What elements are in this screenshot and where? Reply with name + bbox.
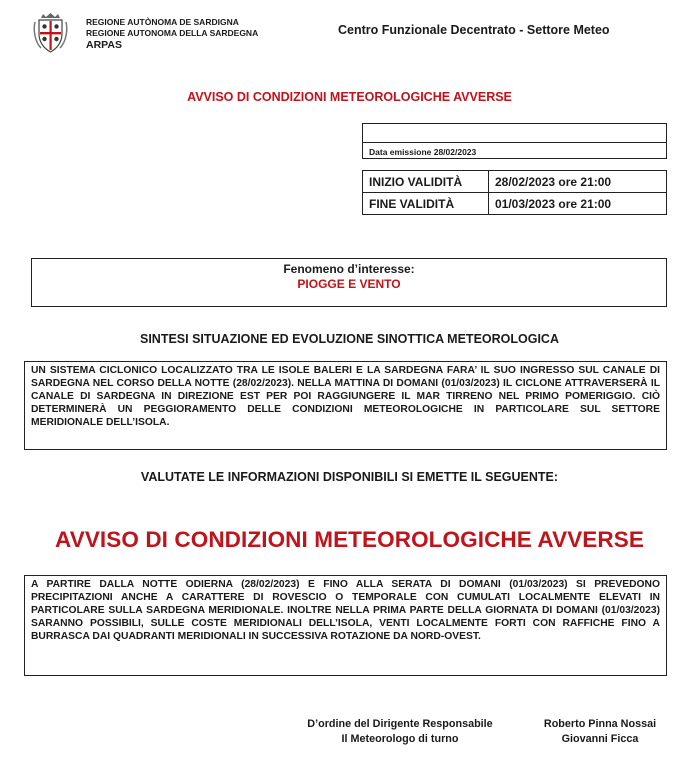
validity-row-end: [363, 193, 667, 215]
validity-start-label: INIZIO VALIDITÀ: [363, 171, 489, 193]
phenomenon-heading: Fenomeno d’interesse:: [283, 262, 415, 276]
emission-box: [362, 123, 667, 159]
evaluation-statement: VALUTATE LE INFORMAZIONI DISPONIBILI SI EMETTE IL SEGUENTE:: [140, 470, 559, 484]
org-line-italian: REGIONE AUTONOMA DELLA SARDEGNA: [86, 28, 259, 38]
organization-name: [86, 17, 258, 51]
warning-title: AVVISO DI CONDIZIONI METEOROLOGICHE AVVERSE: [55, 527, 644, 552]
validity-table: [362, 170, 667, 215]
phenomenon-box: [31, 258, 667, 307]
synopsis-title: SINTESI SITUAZIONE ED EVOLUZIONE SINOTTICA METEOROLOGICA: [139, 332, 559, 346]
signature-name-meteorologist: Giovanni Ficca: [561, 733, 639, 745]
phenomenon-value: PIOGGE E VENTO: [297, 277, 401, 291]
signature-roles: [284, 717, 516, 747]
emission-date: Data emissione 28/02/2023: [369, 147, 477, 157]
org-line-sardinian: REGIONE AUTÒNOMA DE SARDIGNA: [86, 17, 239, 27]
validity-end-value: 01/03/2023 ore 21:00: [489, 193, 667, 215]
validity-end-label: FINE VALIDITÀ: [363, 193, 489, 215]
org-line-arpas: ARPAS: [86, 39, 122, 51]
validity-start-value: 28/02/2023 ore 21:00: [489, 171, 667, 193]
document-title: AVVISO DI CONDIZIONI METEOROLOGICHE AVVERSE: [187, 90, 512, 104]
signature-role-meteorologist: Il Meteorologo di turno: [341, 733, 459, 745]
sardinia-coat-of-arms-logo: [32, 12, 69, 54]
emission-divider: [363, 142, 666, 143]
signature-role-director: D’ordine del Dirigente Responsabile: [307, 718, 493, 730]
validity-row-start: [363, 171, 667, 193]
synopsis-text: UN SISTEMA CICLONICO LOCALIZZATO TRA LE ISOLE BALERI E LA SARDEGNA FARA’ IL SUO INGRESSO SUL CANALE DI SARDEGNA NEL CORSO DELLA NOTTE (28/02/2023). NELLA MATTINA DI DOMANI (01/03/2023) IL CICLONE ATTRAVERSERÀ IL CANALE DI SARDEGNA IN DIREZIONE EST PER POI RAGGIUNGERE IL MAR TIRRENO NEL PRIMO POMERIGGIO. CIÒ DETERMINERÀ UN PEGGIORAMENTO DELLE CONDIZIONI METEOROLOGICHE IN PARTICOLARE SUL SETTORE MERIDIONALE DELL’ISOLA.: [24, 361, 667, 450]
warning-text: A PARTIRE DALLA NOTTE ODIERNA (28/02/2023) E FINO ALLA SERATA DI DOMANI (01/03/2023) SI PREVEDONO PRECIPITAZIONI ANCHE A CARATTERE DI ROVESCIO O TEMPORALE CON CUMULATI LOCALMENTE ELEVATI IN PARTICOLARE SULLA SARDEGNA MERIDIONALE. INOLTRE NELLA PRIMA PARTE DELLA GIORNATA DI DOMANI (01/03/2023) SARANNO POSSIBILI, SULLE COSTE MERIDIONALI DELL’ISOLA, VENTI LOCALMENTE FORTI CON RAFFICHE FINO A BURRASCA DAI QUADRANTI MERIDIONALI IN SUCCESSIVA ROTAZIONE DA NORD-OVEST.: [24, 575, 667, 676]
signature-name-director: Roberto Pinna Nossai: [543, 718, 657, 730]
centre-name: Centro Funzionale Decentrato - Settore Meteo: [338, 23, 610, 37]
signature-names: [520, 717, 680, 747]
